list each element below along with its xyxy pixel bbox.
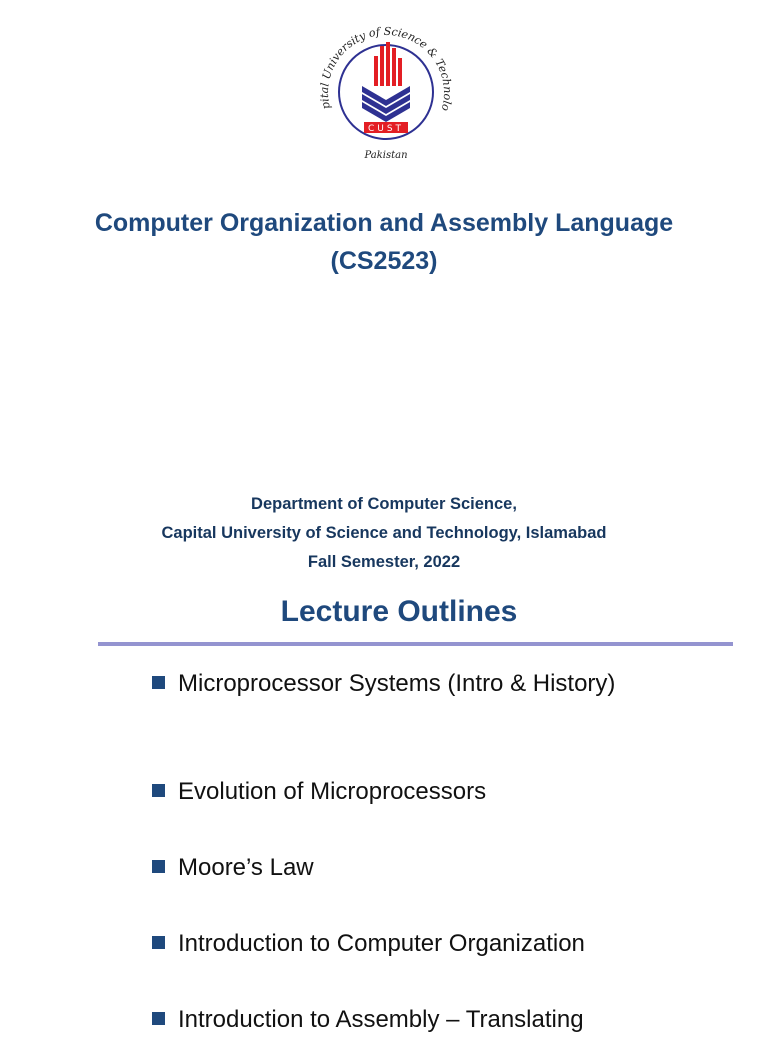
list-item-text: Moore’s Law — [178, 854, 314, 881]
square-bullet-icon — [152, 784, 165, 797]
logo-cust-text: CUST — [367, 124, 405, 134]
heading-divider — [98, 642, 733, 646]
list-item — [152, 1004, 742, 1044]
semester: Fall Semester, 2022 — [307, 553, 461, 571]
course-title-line1: Computer Organization and Assembly Language — [94, 209, 674, 237]
square-bullet-icon — [152, 1012, 165, 1025]
logo-bottom-text: Pakistan — [364, 150, 408, 161]
department-name: Department of Computer Science, — [251, 495, 517, 513]
list-item — [152, 776, 742, 852]
course-code: (CS2523) — [330, 247, 438, 275]
logo-arc-text: pital University of Science & Technolo — [317, 24, 455, 113]
list-item-text: Microprocessor Systems (Intro & History) — [178, 670, 616, 697]
square-bullet-icon — [152, 676, 165, 689]
university-name: Capital University of Science and Technology, Islamabad — [161, 524, 607, 542]
university-logo — [314, 16, 458, 164]
list-item-text: Evolution of Microprocessors — [178, 778, 487, 805]
department-info — [0, 490, 768, 577]
list-item — [152, 928, 742, 1004]
list-item-text: Introduction to Assembly – Translating — [178, 1006, 584, 1033]
list-item — [152, 668, 742, 776]
cust-seal-icon — [314, 16, 458, 164]
list-item — [152, 852, 742, 928]
list-item-text: Introduction to Computer Organization — [178, 930, 585, 957]
lecture-outline-list — [152, 668, 742, 1044]
section-heading: Lecture Outlines — [280, 595, 518, 628]
square-bullet-icon — [152, 936, 165, 949]
course-title — [0, 204, 768, 280]
square-bullet-icon — [152, 860, 165, 873]
